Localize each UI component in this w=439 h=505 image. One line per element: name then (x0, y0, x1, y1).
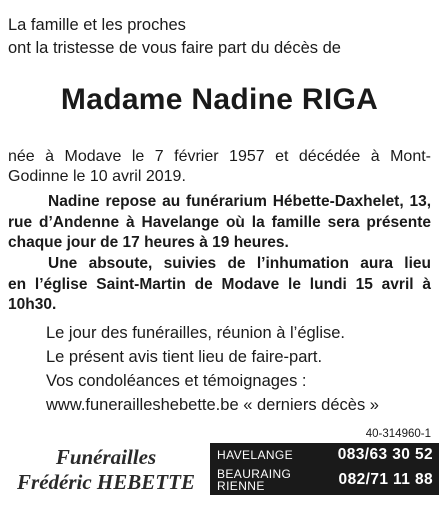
deceased-name: Madame Nadine RIGA (60, 83, 379, 116)
birth-line: Godinne le 10 avril 2019. (8, 168, 186, 185)
absoute-line: 10h30. (8, 296, 57, 313)
phone-row-beauraing (217, 466, 433, 494)
website-link[interactable]: www.funerailleshebette.be « derniers décès » (46, 396, 379, 414)
practical-info (46, 321, 379, 417)
funerarium-paragraph (8, 192, 431, 254)
town-label: BEAURAING (217, 467, 292, 481)
intro-line: ont la tristesse de vous faire part du décès de (8, 39, 341, 57)
brand-line: Funérailles (55, 445, 157, 469)
phone-number[interactable]: 082/71 11 88 (338, 471, 433, 488)
phone-row-havelange (217, 445, 433, 465)
absoute-line: en l’église Saint-Martin de Modave le lundi 15 avril à (8, 275, 431, 293)
funerarium-line: rue d’Andenne à Havelange où la famille sera présente (8, 213, 431, 231)
funeral-home-footer (0, 443, 439, 505)
birth-line: née à Modave le 7 février 1957 et décédée à Mont- (8, 148, 431, 165)
funerarium-line: chaque jour de 17 heures à 19 heures. (8, 234, 289, 251)
phone-number[interactable]: 083/63 30 52 (337, 446, 433, 463)
town-label: HAVELANGE (217, 448, 294, 462)
funeral-home-logo (8, 445, 204, 495)
reunion-text: Le jour des funérailles, réunion à l’église. (46, 324, 346, 342)
faire-part-text: Le présent avis tient lieu de faire-part. (46, 348, 323, 366)
reference-number: 40-314960-1 (365, 428, 431, 440)
brand-line: Frédéric HEBETTE (17, 470, 195, 494)
funerarium-line: Nadine repose au funérarium Hébette-Daxhelet, 13, (48, 193, 431, 210)
town-label: RIENNE (217, 479, 265, 493)
intro-line: La famille et les proches (8, 16, 186, 34)
town-label-stack (217, 468, 291, 492)
absoute-line: Une absoute, suivies de l’inhumation aura lieu (48, 255, 431, 272)
intro-text (8, 14, 341, 60)
absoute-paragraph (8, 254, 431, 316)
birth-death-details (8, 147, 431, 187)
condoleances-text: Vos condoléances et témoignages : (46, 372, 307, 390)
phone-band (210, 443, 439, 495)
